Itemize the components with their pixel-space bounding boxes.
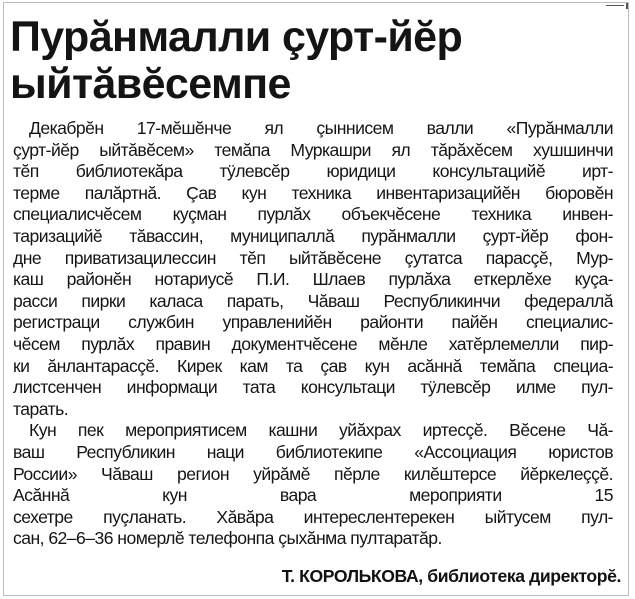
body-line: таризацийĕ тăвассин, муниципаллă пурăнмалли çурт-йĕр фон- (13, 225, 613, 246)
body-line: Кун пек мероприятисем кашни уйăхрах иртесçĕ. Вĕсене Чă- (29, 420, 613, 441)
headline-line: Пурăнмалли çурт-йĕр (10, 13, 463, 61)
body-line: дне приватизацилессин тĕп ыйтăвĕсене çутатса парасçĕ, Мур- (13, 247, 613, 268)
body-line: специалисчĕсем куçман пурлăх объекчĕсене техника инвен- (13, 204, 613, 225)
body-line: России» Чăваш регион уйрăмĕ пĕрле килĕштерсе йĕркелеççĕ. (13, 463, 613, 484)
article-body (13, 118, 613, 550)
article-headline (10, 14, 610, 108)
body-line: ваш Республикин наци библиотекипе «Ассоциация юристов (13, 441, 613, 462)
headline-line: ыйтăвĕсемпе (10, 60, 291, 108)
body-line: чĕсем пурлăх правин документчĕсене мĕнле хатĕрлемелли пир- (13, 333, 613, 354)
body-line: тарать. (13, 398, 69, 419)
body-line: каш районĕн нотариусĕ П.И. Шлаев пурлăха еткерлĕхе куçа- (13, 269, 613, 290)
author-signature: Т. КОРОЛЬКОВА, библиотека директорĕ. (281, 566, 621, 586)
body-line: листсенчен информаци тата консультаци тÿлевсĕр илме пул- (13, 377, 613, 398)
body-line: çурт-йĕр ыйтăвĕсем» темăпа Муркашри ял тăрăхĕсем хушшинчи (13, 139, 613, 160)
body-line: Асăннă кун вара мероприяти 15 (13, 485, 613, 506)
body-line: сехетре пуçланать. Хăвăра интереслентерекен ыйтусем пул- (13, 506, 613, 527)
body-line: расси пирки каласа парать, Чăваш Республикинчи федераллă (13, 290, 613, 311)
body-line: терме палăртнă. Çав кун техника инвентаризацийĕн бюровĕн (13, 182, 613, 203)
body-line: сан, 62–6–36 номерлĕ телефонпа çыхăнма пултаратăр. (13, 528, 442, 549)
body-line: ки ăнлантарасçĕ. Кирек кам та çав кун асăннă темăпа специа- (13, 355, 613, 376)
body-line: тĕп библиотекăра тÿлевсĕр юридици консультацийĕ ирт- (13, 161, 613, 182)
body-line: регистраци службин управленийĕн районти пайĕн специалис- (13, 312, 613, 333)
body-line: Декабрĕн 17-мĕшĕнче ял çыннисем валли «Пурăнмалли (29, 118, 613, 138)
corner-mark (602, 3, 628, 9)
